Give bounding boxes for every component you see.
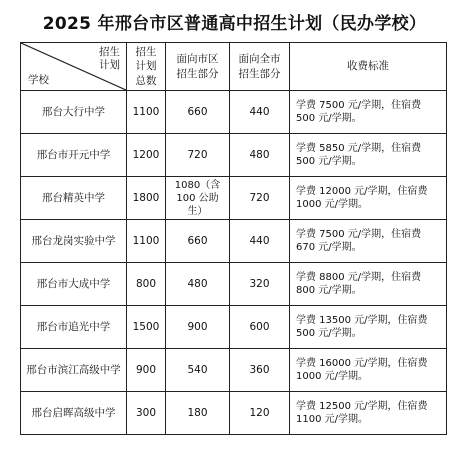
city-quota-cell: 720: [166, 134, 230, 177]
table-row: [21, 220, 447, 263]
header-school-label: 学校: [28, 73, 49, 86]
school-name-cell: 邢台启晖高级中学: [21, 392, 127, 435]
fee-cell: 学费 7500 元/学期，住宿费 500 元/学期。: [290, 91, 447, 134]
header-total: 招生 计划 总数: [127, 43, 166, 91]
total-cell: 1200: [127, 134, 166, 177]
school-name-cell: 邢台精英中学: [21, 177, 127, 220]
city-quota-cell: 660: [166, 220, 230, 263]
city-quota-cell: 900: [166, 306, 230, 349]
header-fee: 收费标准: [290, 43, 447, 91]
fee-cell: 学费 8800 元/学期，住宿费 800 元/学期。: [290, 263, 447, 306]
total-cell: 1100: [127, 220, 166, 263]
header-all: 面向全市 招生部分: [230, 43, 290, 91]
enrollment-plan-table: [20, 42, 447, 435]
school-name-cell: 邢台龙岗实验中学: [21, 220, 127, 263]
fee-cell: 学费 12500 元/学期，住宿费 1100 元/学期。: [290, 392, 447, 435]
total-cell: 1800: [127, 177, 166, 220]
fee-cell: 学费 7500 元/学期，住宿费 670 元/学期。: [290, 220, 447, 263]
total-cell: 800: [127, 263, 166, 306]
all-city-quota-cell: 360: [230, 349, 290, 392]
all-city-quota-cell: 600: [230, 306, 290, 349]
school-name-cell: 邢台市大成中学: [21, 263, 127, 306]
all-city-quota-cell: 120: [230, 392, 290, 435]
all-city-quota-cell: 440: [230, 220, 290, 263]
total-cell: 1100: [127, 91, 166, 134]
school-name-cell: 邢台市开元中学: [21, 134, 127, 177]
header-city: 面向市区 招生部分: [166, 43, 230, 91]
school-name-cell: 邢台市滨江高级中学: [21, 349, 127, 392]
table-row: [21, 177, 447, 220]
all-city-quota-cell: 480: [230, 134, 290, 177]
document-title: 2025 年邢台市区普通高中招生计划（民办学校）: [42, 14, 427, 34]
table-row: [21, 306, 447, 349]
city-quota-cell: 180: [166, 392, 230, 435]
header-row: [21, 43, 447, 91]
fee-cell: 学费 5850 元/学期，住宿费 500 元/学期。: [290, 134, 447, 177]
table-row: [21, 392, 447, 435]
diagonal-header-cell: [21, 43, 127, 91]
city-quota-cell: 660: [166, 91, 230, 134]
header-plan-label: 招生 计划: [99, 46, 120, 72]
all-city-quota-cell: 720: [230, 177, 290, 220]
school-name-cell: 邢台市追光中学: [21, 306, 127, 349]
table-row: [21, 349, 447, 392]
table-row: [21, 263, 447, 306]
total-cell: 300: [127, 392, 166, 435]
fee-cell: 学费 12000 元/学期，住宿费 1000 元/学期。: [290, 177, 447, 220]
city-quota-cell: 1080（含 100 公助 生）: [166, 177, 230, 220]
city-quota-cell: 480: [166, 263, 230, 306]
all-city-quota-cell: 440: [230, 91, 290, 134]
fee-cell: 学费 13500 元/学期，住宿费 500 元/学期。: [290, 306, 447, 349]
table-row: [21, 91, 447, 134]
total-cell: 1500: [127, 306, 166, 349]
fee-cell: 学费 16000 元/学期，住宿费 1000 元/学期。: [290, 349, 447, 392]
table-row: [21, 134, 447, 177]
city-quota-cell: 540: [166, 349, 230, 392]
all-city-quota-cell: 320: [230, 263, 290, 306]
school-name-cell: 邢台大行中学: [21, 91, 127, 134]
total-cell: 900: [127, 349, 166, 392]
